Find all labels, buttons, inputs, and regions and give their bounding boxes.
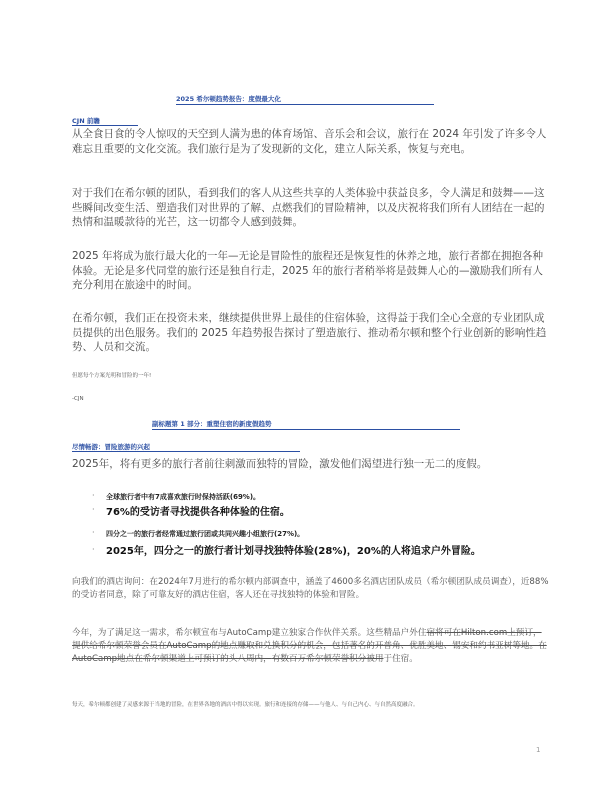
closing-note: 每天，希尔顿都创建了灵感来源于当地的冒险，在世界各地的酒店中得以实现。旅行和连接的存储——与他人、与自己内心、与自然高度融合。 [72,702,419,708]
autocamp-text-a: 今年，为了满足这一需求，希尔顿宣布与AutoCamp建立独家合作伙伴关系。这些精品户外住 [72,628,427,638]
report-title-link[interactable]: 2025 希尔顿趋势报告：度假最大化 [176,94,434,105]
signature: -CJN [72,396,84,402]
autocamp-text-struck-2: 有数百万希尔顿荣誉积分被用 [271,654,384,664]
bullet-stat-small: 四分之一的旅行者经常通过旅行团或共同兴趣小组旅行(27%)。 [106,530,305,538]
bullet-marker: · [92,528,95,537]
intro-label-link[interactable]: CJN 前瞻 [72,116,138,126]
subsection-label-link[interactable]: 尽情畅游：冒险旅游的兴起 [72,442,300,452]
autocamp-paragraph [72,627,550,666]
bullet-marker: · [92,491,95,500]
autocamp-text-d: 于住宿。 [383,654,418,664]
section-intro: 2025年，将有更多的旅行者前往刺激而独特的冒险，激发他们渴望进行独一无二的度假。 [72,458,488,470]
closing-wish-note: 但愿每个方案光明和冒险的一年! [72,373,152,379]
page-number: 1 [536,746,541,754]
paragraph-1: 对于我们在希尔顿的团队，看到我们的客人从这些共享的人类体验中获益良多，令人满足和鼓舞——这些瞬间改变生活、塑造我们对世界的了解、点燃我们的冒险精神，以及庆祝将我们所有人团结在一起的热情和温暖款待的光芒，这一切都令人感到鼓舞。 [72,187,545,229]
bullet-stat-large: 76%的受访者寻找提供各种体验的住宿。 [106,507,290,518]
bullet-stat-small: 全球旅行者中有7成喜欢旅行时保持活跃(69%)。 [106,493,261,501]
autocamp-text-struck: 宿将可在Hilton.com上预订，提供给希尔顿荣誉会员在AutoCamp的地点赚取和兑换积分的机会，包括著名的开普角、优胜美地、锡安和约书亚树等地。在AutoCamp地点在希尔顿渠道上可预订的头八周内， [72,628,547,664]
intro-paragraph: 从全食日食的令人惊叹的天空到人满为患的体育场馆、音乐会和会议，旅行在 2024 年引发了许多令人难忘且重要的文化交流。我们旅行是为了发现新的文化，建立人际关系，恢复与充电。 [72,128,547,155]
bullet-marker: · [92,505,95,514]
paragraph-2: 2025 年将成为旅行最大化的一年—无论是冒险性的旅程还是恢复性的休养之地，旅行者都在拥抱各种体验。无论是多代同堂的旅行还是独自行走，2025 年的旅行者稍举将是鼓舞人心的—激励我们所有人充分利用在旅途中的时间。 [72,250,544,292]
survey-paragraph: 向我们的酒店询问：在2024年7月进行的希尔顿内部调查中，涵盖了4600多名酒店团队成员（希尔顿团队成员调查），近88%的受访者同意，除了可靠友好的酒店住宿，客人还在寻找独特的体验和冒险。 [72,577,549,600]
paragraph-3: 在希尔顿，我们正在投资未来，继续提供世界上最佳的住宿体验，这得益于我们全心全意的专业团队成员提供的出色服务。我们的 2025 年趋势报告探讨了塑造旅行、推动希尔顿和整个行业创新的影响性趋势、人员和交流。 [72,312,547,354]
section-heading-link[interactable]: 副标题第 1 部分：重塑住宿的新度假趋势 [152,419,460,430]
bullet-stat-large: 2025年，四分之一的旅行者计划寻找独特体验(28%)，20%的人将追求户外冒险。 [106,546,481,557]
bullet-marker: · [92,545,95,554]
